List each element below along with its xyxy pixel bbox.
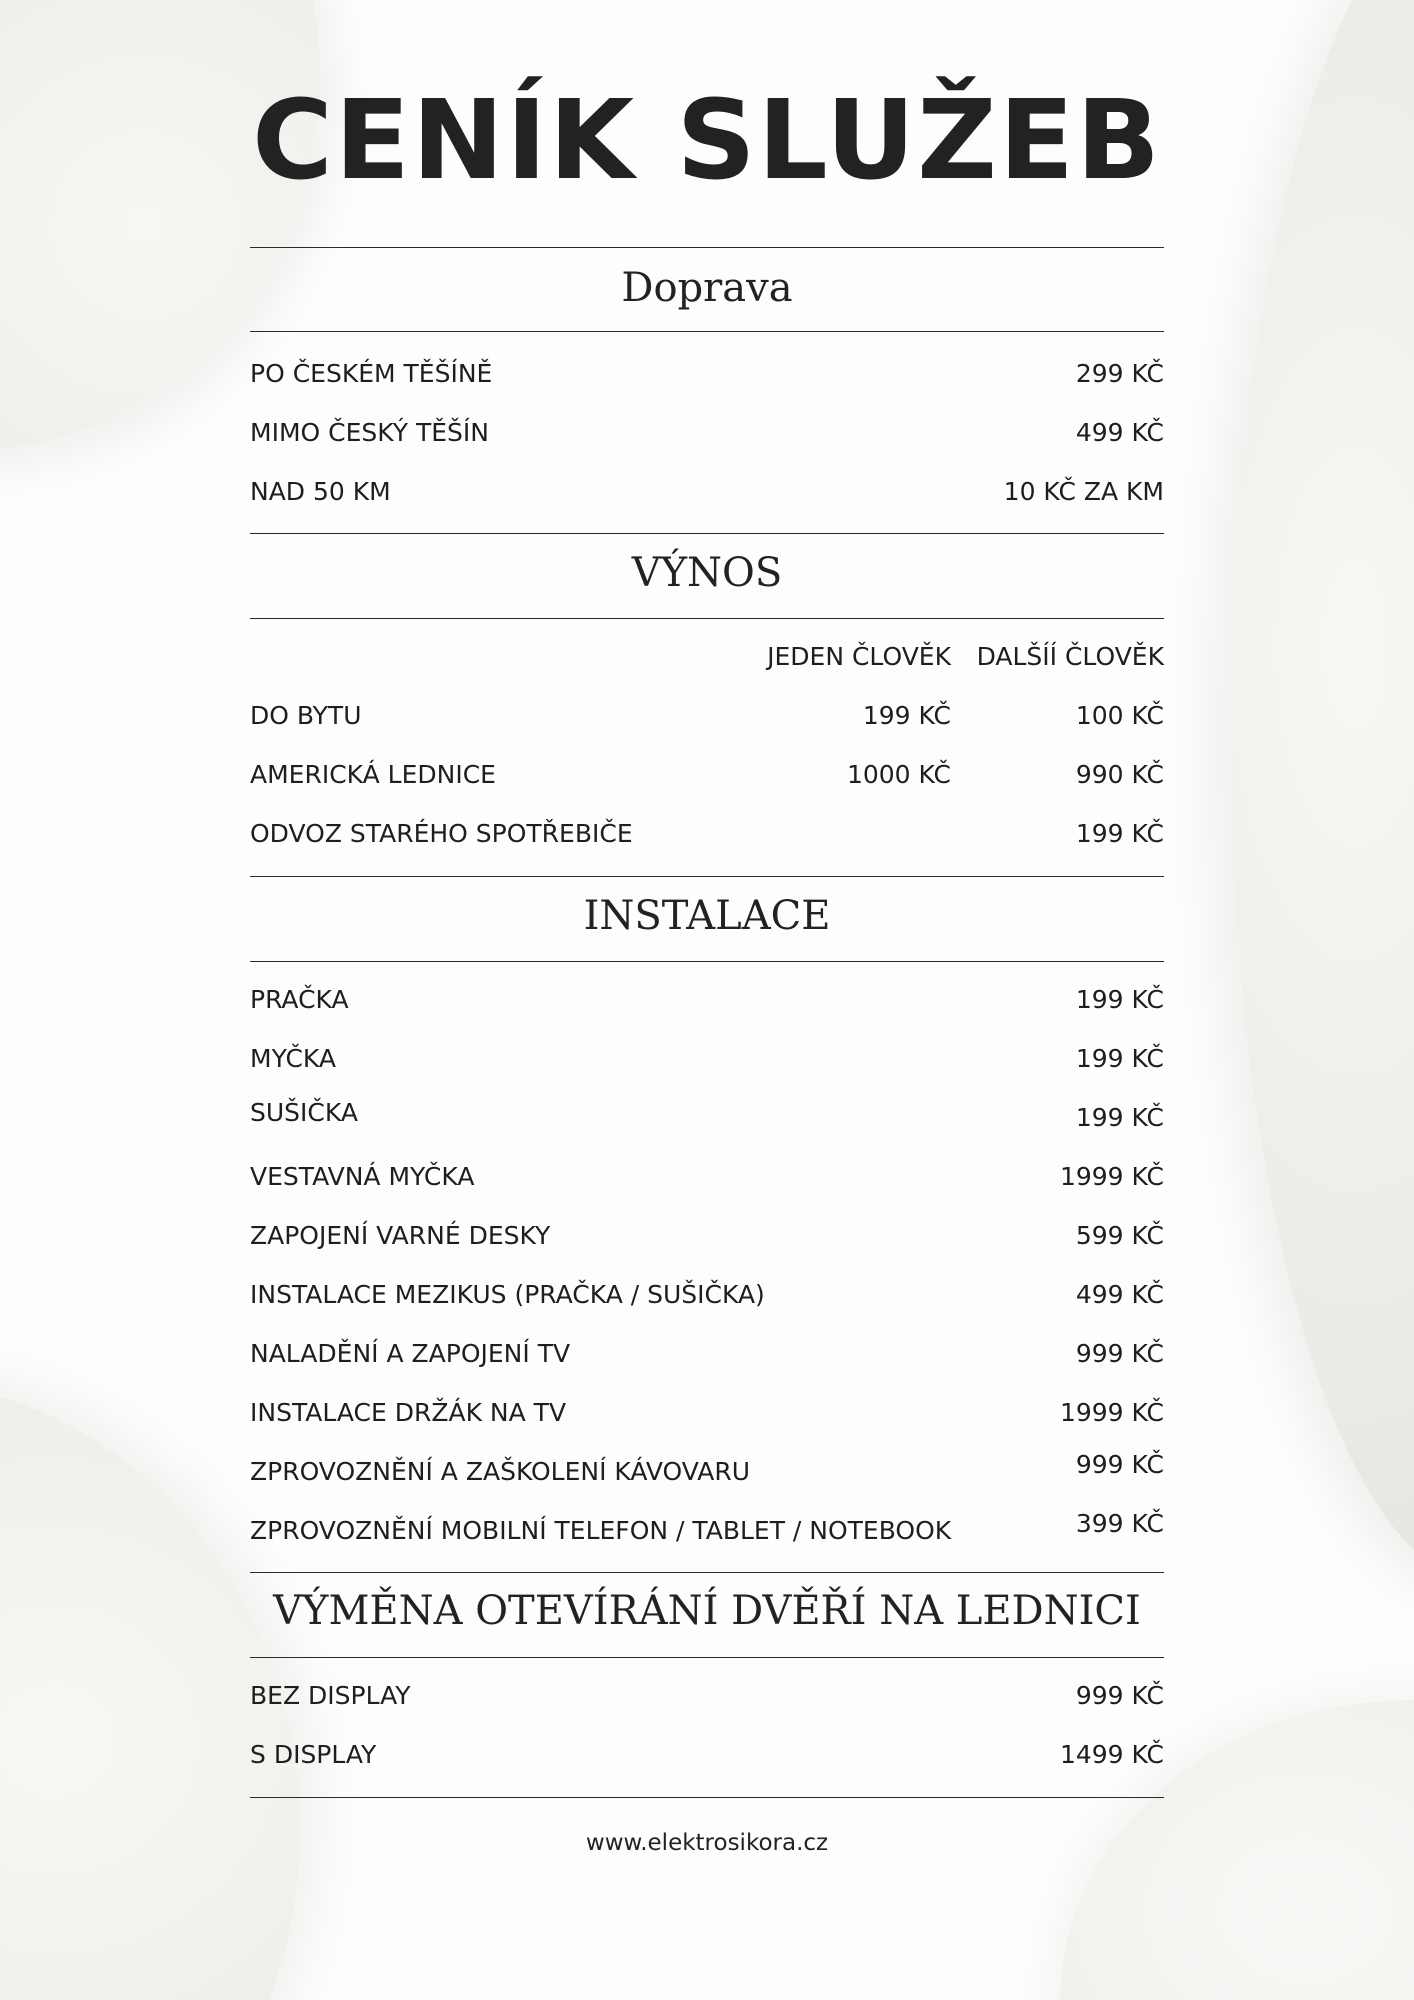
service-label: NAD 50 KM xyxy=(250,477,391,506)
price-row xyxy=(250,980,1164,1020)
service-price: 1999 KČ xyxy=(1059,1398,1164,1427)
divider xyxy=(250,1572,1164,1573)
decorative-shape-right xyxy=(1230,0,1414,1580)
service-label: MYČKA xyxy=(250,1044,336,1073)
section-heading-instalace: INSTALACE xyxy=(583,893,831,939)
divider xyxy=(250,247,1164,248)
service-label: AMERICKÁ LEDNICE xyxy=(250,760,496,789)
service-label: PO ČESKÉM TĚŠÍNĚ xyxy=(250,359,493,388)
column-header-additional-person: DALŠÍÍ ČLOVĚK xyxy=(976,642,1164,671)
service-label: INSTALACE MEZIKUS (PRAČKA / SUŠIČKA) xyxy=(250,1280,765,1309)
service-price: 999 KČ xyxy=(1075,1339,1164,1368)
price-row xyxy=(250,1039,1164,1079)
service-label: PRAČKA xyxy=(250,985,349,1014)
divider xyxy=(250,331,1164,332)
service-price-one-person: 199 KČ xyxy=(862,701,951,730)
service-label: ODVOZ STARÉHO SPOTŘEBIČE xyxy=(250,819,633,848)
service-price: 499 KČ xyxy=(1075,1280,1164,1309)
service-price-one-person: 1000 KČ xyxy=(846,760,951,789)
service-price-additional-person: 990 KČ xyxy=(1075,760,1164,789)
price-row xyxy=(250,354,1164,394)
price-row xyxy=(250,1275,1164,1315)
divider xyxy=(250,961,1164,962)
price-row xyxy=(250,472,1164,512)
service-price: 599 KČ xyxy=(1075,1221,1164,1250)
price-row xyxy=(250,1393,1164,1433)
service-label: INSTALACE DRŽÁK NA TV xyxy=(250,1398,567,1427)
service-price: 199 KČ xyxy=(1075,1103,1164,1132)
service-price: 299 KČ xyxy=(1075,359,1164,388)
price-row xyxy=(250,696,1164,736)
service-price: 499 KČ xyxy=(1075,418,1164,447)
price-row xyxy=(250,1452,1164,1492)
service-price: 199 KČ xyxy=(1075,819,1164,848)
price-row xyxy=(250,1676,1164,1716)
service-price: 1999 KČ xyxy=(1059,1162,1164,1191)
service-label: ZAPOJENÍ VARNÉ DESKY xyxy=(250,1221,551,1250)
service-price: 999 KČ xyxy=(1075,1681,1164,1710)
price-row xyxy=(250,413,1164,453)
price-row xyxy=(250,1157,1164,1197)
price-row xyxy=(250,1334,1164,1374)
section-heading-vymena: VÝMĚNA OTEVÍRÁNÍ DVĚŘÍ NA LEDNICI xyxy=(273,1588,1141,1634)
service-label: MIMO ČESKÝ TĚŠÍN xyxy=(250,418,489,447)
service-price: 199 KČ xyxy=(1075,1044,1164,1073)
page-title: CENÍK SLUŽEB xyxy=(252,76,1162,204)
column-header-row xyxy=(250,637,1164,677)
divider xyxy=(250,618,1164,619)
section-heading-vynos: VÝNOS xyxy=(631,550,783,596)
service-price: 399 KČ xyxy=(1075,1509,1164,1538)
price-row xyxy=(250,1216,1164,1256)
price-row xyxy=(250,814,1164,854)
service-label: ZPROVOZNĚNÍ MOBILNÍ TELEFON / TABLET / NOTEBOOK xyxy=(250,1516,952,1545)
service-label: VESTAVNÁ MYČKA xyxy=(250,1162,475,1191)
service-price: 10 KČ ZA KM xyxy=(1003,477,1164,506)
column-header-one-person: JEDEN ČLOVĚK xyxy=(767,642,951,671)
service-price: 199 KČ xyxy=(1075,985,1164,1014)
price-row xyxy=(250,755,1164,795)
service-label: SUŠIČKA xyxy=(250,1098,358,1127)
price-row xyxy=(250,1511,1164,1551)
divider xyxy=(250,1797,1164,1798)
price-row xyxy=(250,1735,1164,1775)
divider xyxy=(250,876,1164,877)
service-label: S DISPLAY xyxy=(250,1740,377,1769)
service-price: 999 KČ xyxy=(1075,1450,1164,1479)
service-label: DO BYTU xyxy=(250,701,362,730)
service-price: 1499 KČ xyxy=(1059,1740,1164,1769)
website-url: www.elektrosikora.cz xyxy=(585,1830,829,1856)
divider xyxy=(250,533,1164,534)
service-price-additional-person: 100 KČ xyxy=(1075,701,1164,730)
service-label: ZPROVOZNĚNÍ A ZAŠKOLENÍ KÁVOVARU xyxy=(250,1457,751,1486)
service-label: NALADĚNÍ A ZAPOJENÍ TV xyxy=(250,1339,571,1368)
service-label: BEZ DISPLAY xyxy=(250,1681,411,1710)
section-heading-doprava: Doprava xyxy=(621,265,793,311)
price-row xyxy=(250,1093,1164,1133)
divider xyxy=(250,1657,1164,1658)
